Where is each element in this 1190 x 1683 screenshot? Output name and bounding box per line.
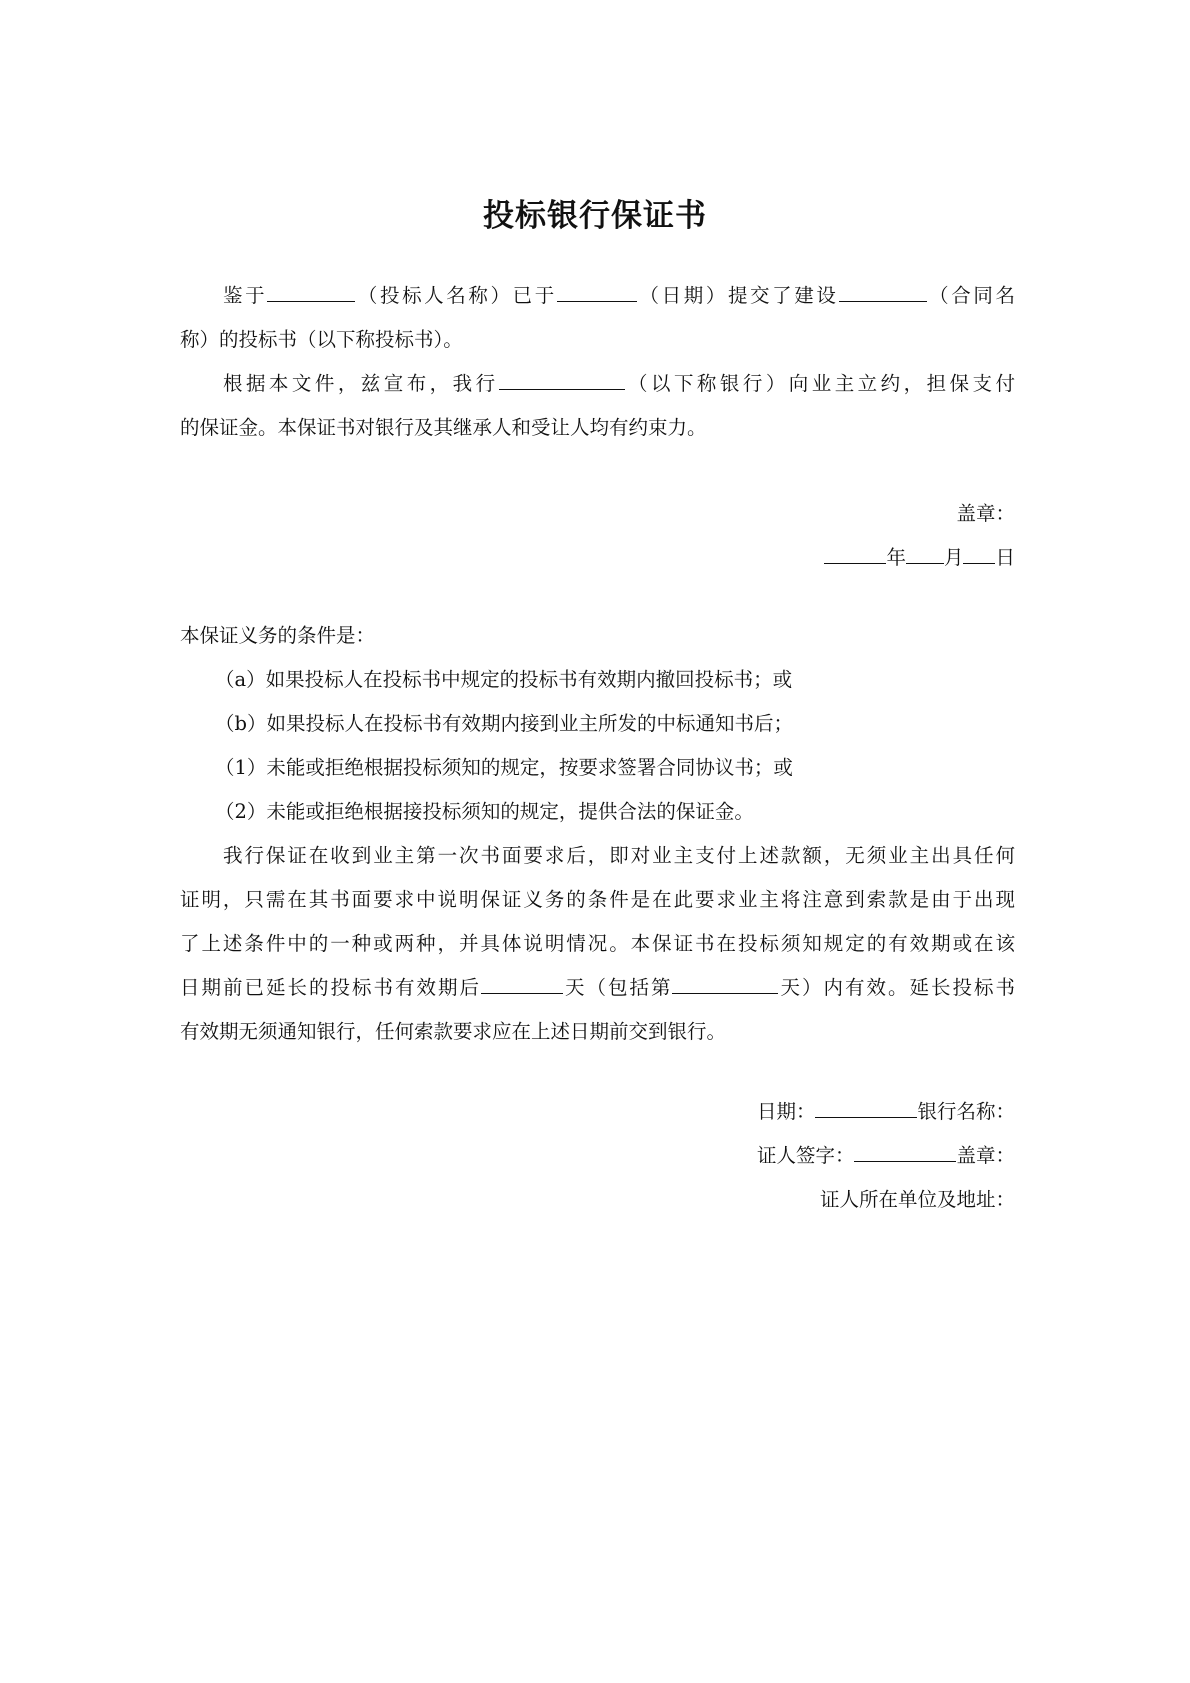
document-title: 投标银行保证书 xyxy=(483,198,707,234)
signature-line xyxy=(180,1134,1015,1178)
blank-bidder-name xyxy=(267,283,355,302)
blank-month xyxy=(906,545,944,564)
condition-item: （2）未能或拒绝根据接投标须知的规定，提供合法的保证金。 xyxy=(215,800,754,823)
seal-date-line xyxy=(180,536,1015,580)
blank-bank-name xyxy=(499,371,625,390)
text-segment: 根据本文件，兹宣布，我行 xyxy=(223,372,499,395)
blank-witness-signature xyxy=(854,1143,956,1162)
paragraph-line: 了上述条件中的一种或两种，并具体说明情况。本保证书在投标须知规定的有效期或在该 xyxy=(180,932,1015,955)
text-segment: 月 xyxy=(943,546,964,569)
text-segment: 银行名称： xyxy=(917,1100,1015,1123)
text-segment: （以下称银行）向业主立约，担保支付 xyxy=(624,372,1015,395)
condition-item: （a）如果投标人在投标书中规定的投标书有效期内撤回投标书；或 xyxy=(215,668,793,691)
seal-label: 盖章： xyxy=(956,502,1015,525)
text-segment: 盖章： xyxy=(956,1144,1015,1167)
text-segment: （投标人名称）已于 xyxy=(355,284,557,307)
paragraph-declaration xyxy=(180,362,1015,450)
blank-days xyxy=(481,975,563,994)
blank-day xyxy=(963,545,995,564)
text-segment: 日期前已延长的投标书有效期后 xyxy=(180,976,481,999)
conditions-heading: 本保证义务的条件是： xyxy=(180,624,376,647)
paragraph-line: 证明，只需在其书面要求中说明保证义务的条件是在此要求业主将注意到索款是由于出现 xyxy=(180,888,1015,911)
text-segment: 日期： xyxy=(756,1100,816,1123)
paragraph-line: 有效期无须通知银行，任何索款要求应在上述日期前交到银行。 xyxy=(180,1020,727,1043)
conditions-block xyxy=(180,614,1015,834)
paragraph-line xyxy=(180,966,1015,1010)
paragraph-line: 的保证金。本保证书对银行及其继承人和受让人均有约束力。 xyxy=(180,416,707,439)
blank-day-number xyxy=(672,975,778,994)
text-segment: 日 xyxy=(995,546,1015,569)
blank-sign-date xyxy=(815,1099,917,1118)
condition-item: （1）未能或拒绝根据投标须知的规定，按要求签署合同协议书；或 xyxy=(215,756,793,779)
signature-line: 证人所在单位及地址： xyxy=(819,1188,1015,1211)
seal-block xyxy=(180,492,1015,580)
text-segment: 年 xyxy=(886,546,906,569)
text-segment: （日期）提交了建设 xyxy=(636,284,839,307)
text-segment: 天（包括第 xyxy=(562,976,673,999)
paragraph-intro xyxy=(180,274,1015,362)
text-segment: 鉴于 xyxy=(223,284,268,307)
blank-contract-name xyxy=(839,283,927,302)
paragraph-line: 我行保证在收到业主第一次书面要求后，即对业主支付上述款额，无须业主出具任何 xyxy=(223,844,1015,867)
text-segment: 天）内有效。延长投标书 xyxy=(778,976,1015,999)
paragraph-line xyxy=(180,274,1015,318)
signature-block xyxy=(180,1090,1015,1222)
paragraph-line xyxy=(180,362,1015,406)
condition-item: （b）如果投标人在投标书有效期内接到业主所发的中标通知书后； xyxy=(215,712,793,735)
paragraph-guarantee xyxy=(180,834,1015,1054)
signature-line xyxy=(180,1090,1015,1134)
paragraph-line: 称）的投标书（以下称投标书）。 xyxy=(180,328,463,351)
text-segment: （合同名 xyxy=(926,284,1015,307)
text-segment: 证人签字： xyxy=(756,1144,855,1167)
blank-date xyxy=(557,283,637,302)
blank-year xyxy=(824,545,886,564)
